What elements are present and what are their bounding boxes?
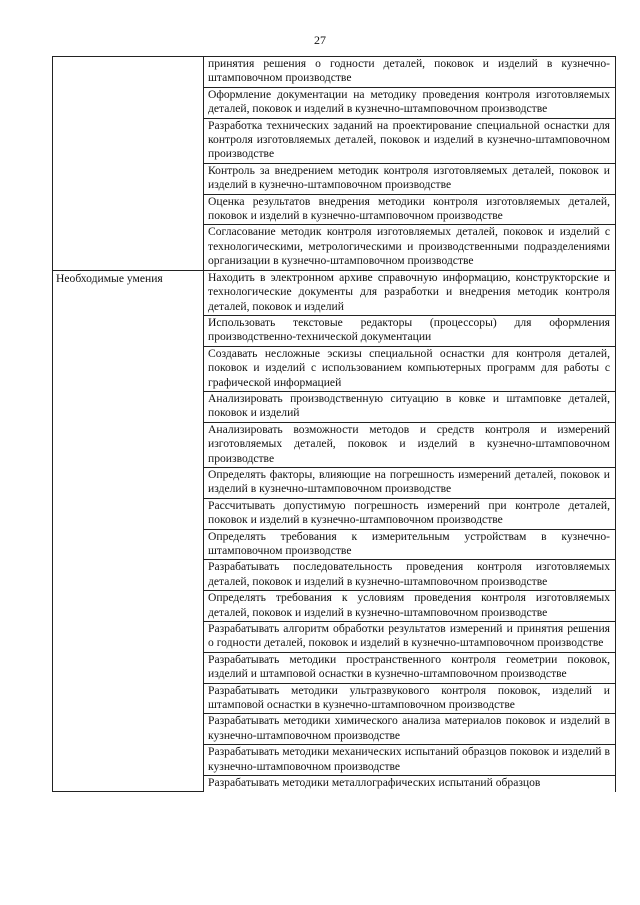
requirement-text: Оформление документации на методику проведения контроля изготовляемых деталей, поковок и изделий в кузнечно-штамповочном производстве — [204, 87, 616, 118]
requirement-text: Определять факторы, влияющие на погрешность измерений деталей, поковок и изделий в кузнечно-штамповочном производстве — [204, 467, 616, 498]
requirement-text: Разрабатывать методики пространственного контроля геометрии поковок, изделий и штамповой оснастки в кузнечно-штамповочном производстве — [204, 652, 616, 683]
requirement-text: Разрабатывать методики механических испытаний образцов поковок и изделий в кузнечно-штамповочном производстве — [204, 745, 616, 776]
requirement-text: Разрабатывать методики химического анализа материалов поковок и изделий в кузнечно-штамповочном производстве — [204, 714, 616, 745]
requirement-text: Разрабатывать методики металлографических испытаний образцов — [204, 776, 616, 792]
requirement-text: принятия решения о годности деталей, поковок и изделий в кузнечно-штамповочном производстве — [204, 57, 616, 88]
requirement-text: Разрабатывать методики ультразвукового контроля поковок, изделий и штамповой оснастки в кузнечно-штамповочном производстве — [204, 683, 616, 714]
page-number: 27 — [314, 33, 326, 47]
section-label: Необходимые умения — [53, 270, 204, 791]
requirement-text: Определять требования к условиям проведения контроля изготовляемых деталей, поковок и изделий в кузнечно-штамповочном производстве — [204, 591, 616, 622]
requirement-text: Создавать несложные эскизы специальной оснастки для контроля деталей, поковок и изделий с использованием компьютерных программ для работы с графической информацией — [204, 346, 616, 391]
requirement-text: Оценка результатов внедрения методики контроля изготовляемых деталей, поковок и изделий в кузнечно-штамповочном производстве — [204, 194, 616, 225]
requirement-text: Согласование методик контроля изготовляемых деталей, поковок и изделий с технологическими, метрологическими и производственными подразделениями организации в кузнечно-штамповочном производстве — [204, 225, 616, 270]
table-row — [53, 57, 616, 88]
requirement-text: Разрабатывать алгоритм обработки результатов измерений и принятия решения о годности деталей, поковок и изделий в кузнечно-штамповочном производстве — [204, 622, 616, 653]
table-row — [53, 270, 616, 315]
requirements-table — [52, 56, 616, 792]
requirement-text: Определять требования к измерительным устройствам в кузнечно-штамповочном производстве — [204, 529, 616, 560]
requirements-table-body — [53, 57, 616, 792]
requirement-text: Находить в электронном архиве справочную информацию, конструкторские и технологические документы для разработки и внедрения методик контроля деталей, поковок и изделий — [204, 270, 616, 315]
requirement-text: Контроль за внедрением методик контроля изготовляемых деталей, поковок и изделий в кузнечно-штамповочном производстве — [204, 163, 616, 194]
requirement-text: Разрабатывать последовательность проведения контроля изготовляемых деталей, поковок и изделий в кузнечно-штамповочном производстве — [204, 560, 616, 591]
requirement-text: Анализировать производственную ситуацию в ковке и штамповке деталей, поковок и изделий — [204, 391, 616, 422]
section-label — [53, 57, 204, 271]
requirement-text: Анализировать возможности методов и средств контроля и измерений изготовляемых деталей, поковок и изделий в кузнечно-штамповочном производстве — [204, 422, 616, 467]
requirement-text: Рассчитывать допустимую погрешность измерений при контроле деталей, поковок и изделий в кузнечно-штамповочном производстве — [204, 498, 616, 529]
requirement-text: Использовать текстовые редакторы (процессоры) для оформления производственно-технической документации — [204, 315, 616, 346]
requirement-text: Разработка технических заданий на проектирование специальной оснастки для контроля изготовляемых деталей, поковок и изделий в кузнечно-штамповочном производстве — [204, 118, 616, 163]
